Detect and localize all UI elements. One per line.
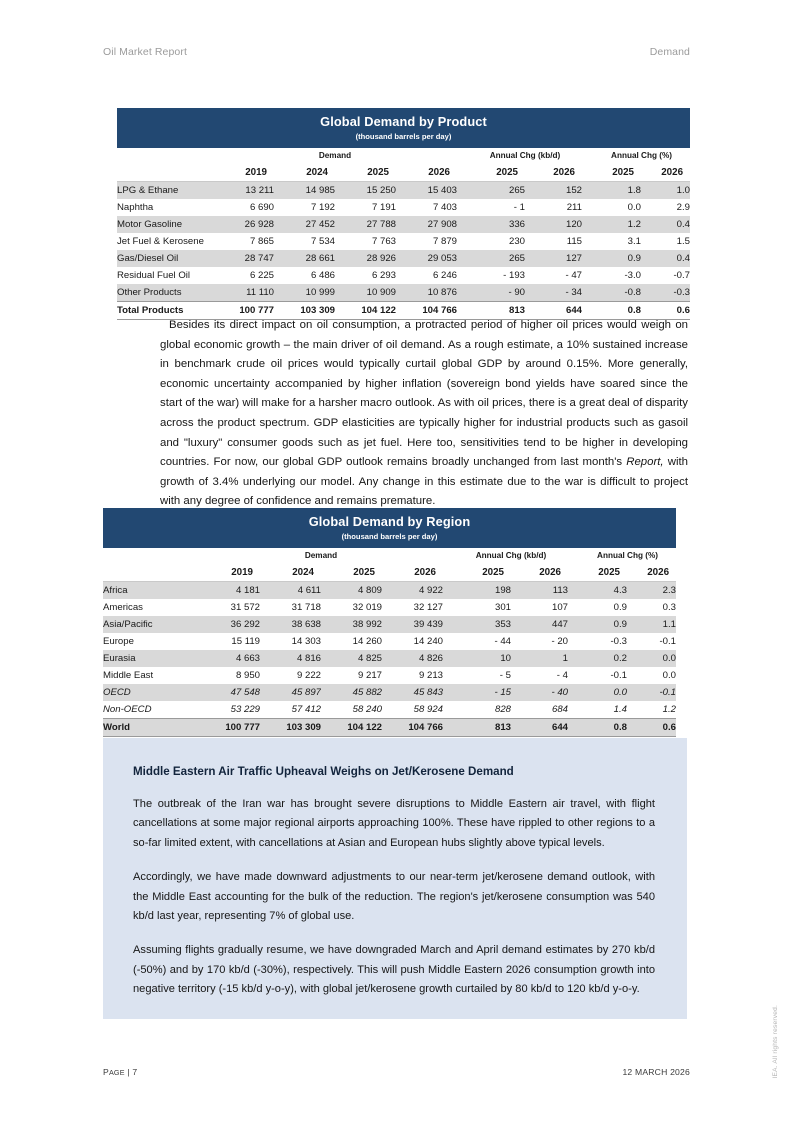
- cell: 0.8: [593, 302, 641, 320]
- row-label: Gas/Diesel Oil: [117, 250, 213, 267]
- running-header-right: Demand: [649, 46, 690, 58]
- cell: 13 211: [213, 182, 274, 200]
- spacer-cell: [457, 216, 468, 233]
- cell: 104 766: [396, 302, 457, 320]
- row-label: Other Products: [117, 284, 213, 302]
- callout-heading: Middle Eastern Air Traffic Upheaval Weighs on Jet/Kerosene Demand: [133, 765, 514, 778]
- cell: -3.0: [624, 270, 641, 281]
- cell: 45 897: [260, 684, 321, 701]
- cell: 100 777: [199, 719, 260, 737]
- cell: 104 122: [335, 302, 396, 320]
- cell: 1: [511, 650, 568, 667]
- spacer-cell: [568, 667, 579, 684]
- row-label: Americas: [103, 602, 143, 613]
- row-label: Motor Gasoline: [117, 216, 213, 233]
- table-row: [103, 616, 676, 633]
- cell: 115: [566, 236, 582, 247]
- spacer-cell: [582, 233, 593, 250]
- page-number: | 7: [127, 1067, 138, 1077]
- running-header-left: Oil Market Report: [103, 46, 187, 58]
- cell: 45 843: [382, 684, 443, 701]
- table-product-subtitle: (thousand barrels per day): [355, 132, 452, 141]
- table-product-group-header-row: [117, 148, 690, 164]
- cell: 4.3: [579, 582, 627, 600]
- table-product-grid: [117, 148, 690, 320]
- cell: 15 250: [335, 182, 396, 200]
- cell: 28 747: [213, 250, 274, 267]
- spacer-cell: [443, 633, 454, 650]
- table-row: [103, 582, 676, 600]
- group-header-annual-chg-pct: Annual Chg (%): [597, 551, 658, 560]
- spacer-cell: [568, 633, 579, 650]
- row-label: OECD: [103, 684, 199, 701]
- cell: 813: [468, 302, 525, 320]
- cell: - 4: [556, 670, 568, 681]
- table-region-body: [103, 582, 676, 737]
- cell: - 47: [565, 270, 582, 281]
- cell: 11 110: [213, 284, 274, 302]
- running-header: [103, 46, 690, 58]
- row-label: Eurasia: [103, 650, 199, 667]
- cell: -0.7: [673, 270, 691, 281]
- row-label: Non-OECD: [103, 704, 152, 715]
- table-subtotal-row-non-oecd: [103, 701, 676, 719]
- group-header-demand: Demand: [318, 151, 352, 160]
- cell: 10 909: [335, 284, 396, 302]
- col-header-2025-demand: 2025: [335, 164, 396, 182]
- cell: 336: [468, 216, 525, 233]
- spacer-cell: [443, 684, 454, 701]
- spacer-cell: [568, 650, 579, 667]
- cell: 27 788: [335, 216, 396, 233]
- table-region-year-header-row: [103, 564, 676, 582]
- col-header-2026-demand: 2026: [396, 164, 457, 182]
- col-header-2024: 2024: [274, 164, 335, 182]
- cell: 32 019: [352, 602, 382, 613]
- cell: 813: [454, 719, 511, 737]
- cell: 0.0: [579, 684, 627, 701]
- cell: 447: [511, 616, 568, 633]
- table-region-title-bar: [103, 508, 676, 548]
- cell: 4 181: [199, 582, 260, 600]
- spacer-cell: [582, 164, 593, 182]
- cell: 27 908: [396, 216, 457, 233]
- cell: 7 191: [371, 202, 396, 213]
- cell: 0.0: [627, 202, 641, 213]
- col-header-2025-demand: 2025: [321, 564, 382, 582]
- cell: 6 293: [371, 270, 396, 281]
- table-row: [103, 599, 676, 616]
- col-header-2026-chg-pct: 2026: [627, 564, 676, 582]
- cell: 58 924: [413, 704, 443, 715]
- cell: 4 922: [382, 582, 443, 600]
- spacer-cell: [457, 250, 468, 267]
- col-header-2025-chg-pct: 2025: [593, 164, 641, 182]
- row-label: Africa: [103, 582, 199, 600]
- cell: 4 663: [199, 650, 260, 667]
- cell: 1.8: [593, 182, 641, 200]
- spacer-cell: [443, 564, 454, 582]
- page-footer: [103, 1067, 690, 1077]
- spacer-cell: [582, 182, 593, 200]
- cell: - 44: [494, 636, 511, 647]
- table-region-subtitle: (thousand barrels per day): [341, 532, 438, 541]
- spacer-cell: [457, 148, 468, 164]
- cell: -0.3: [610, 636, 627, 647]
- spacer-cell: [568, 599, 579, 616]
- cell: 301: [494, 602, 511, 613]
- cell: 113: [511, 582, 568, 600]
- cell: 1.2: [593, 216, 641, 233]
- cell: 14 985: [274, 182, 335, 200]
- cell: 28 661: [274, 250, 335, 267]
- cell: 265: [468, 182, 525, 200]
- cell: 7 879: [432, 236, 457, 247]
- cell: 9 217: [357, 670, 382, 681]
- cell: 1.2: [662, 704, 677, 715]
- cell: 828: [494, 704, 511, 715]
- spacer-cell: [457, 233, 468, 250]
- row-label: Residual Fuel Oil: [117, 270, 191, 281]
- cell: 32 127: [413, 602, 443, 613]
- table-total-row: [103, 719, 676, 737]
- spacer-cell: [443, 719, 454, 737]
- spacer-cell: [457, 164, 468, 182]
- cell: 1.0: [641, 182, 690, 200]
- cell: 127: [525, 250, 582, 267]
- cell: 0.3: [662, 602, 677, 613]
- cell: 0.4: [641, 216, 690, 233]
- cell: 684: [551, 704, 568, 715]
- cell: 15 403: [396, 182, 457, 200]
- cell: 7 865: [249, 236, 274, 247]
- spacer-cell: [568, 701, 579, 719]
- cell: 29 053: [396, 250, 457, 267]
- spacer-cell: [443, 650, 454, 667]
- cell: 0.6: [641, 302, 690, 320]
- col-header-2025-chg-pct: 2025: [579, 564, 627, 582]
- cell: 7 403: [432, 202, 457, 213]
- cell: 27 452: [274, 216, 335, 233]
- cell: 100 777: [213, 302, 274, 320]
- cell: - 40: [511, 684, 568, 701]
- cell: 7 763: [371, 236, 396, 247]
- col-header-2026-chg-kbd: 2026: [511, 564, 568, 582]
- table-global-demand-by-product: [117, 108, 690, 320]
- table-row: [117, 284, 690, 302]
- cell: -0.1: [659, 636, 677, 647]
- cell: 211: [566, 202, 582, 213]
- cell: 152: [525, 182, 582, 200]
- row-label: Naphtha: [117, 202, 154, 213]
- table-product-title: Global Demand by Product: [320, 114, 487, 129]
- cell: 0.2: [579, 650, 627, 667]
- cell: 265: [468, 250, 525, 267]
- table-row: [117, 233, 690, 250]
- cell: 6 690: [249, 202, 274, 213]
- cell: 38 638: [260, 616, 321, 633]
- cell: 104 766: [382, 719, 443, 737]
- cell: 0.9: [613, 602, 627, 613]
- spacer-cell: [457, 182, 468, 200]
- spacer-cell: [457, 199, 468, 216]
- cell: 1.1: [627, 616, 676, 633]
- cell: 2.9: [676, 202, 691, 213]
- col-header-blank: [103, 564, 199, 582]
- cell: 10 999: [274, 284, 335, 302]
- cell: 1.5: [676, 236, 691, 247]
- spacer-cell: [568, 564, 579, 582]
- cell: - 15: [454, 684, 511, 701]
- cell: 31 718: [291, 602, 321, 613]
- cell: 2.3: [627, 582, 676, 600]
- cell: 38 992: [321, 616, 382, 633]
- main-paragraph: [160, 316, 688, 512]
- cell: - 20: [551, 636, 568, 647]
- table-product-year-header-row: [117, 164, 690, 182]
- cell: 4 816: [260, 650, 321, 667]
- cell: 230: [508, 236, 525, 247]
- callout-paragraph-3: Assuming flights gradually resume, we have downgraded March and April demand estimates by 270 kb/d (-50%) and by 170 kb/d (-30%), respectively. This will push Middle Eastern 2026 consumption growth into negative territory (-15 kb/d y-o-y), with global jet/kerosene growth curtailed by 80 kb/d to 120 kb/d y-o-y.: [133, 944, 655, 996]
- spacer-cell: [103, 548, 199, 564]
- cell: 9 213: [418, 670, 443, 681]
- cell: 9 222: [296, 670, 321, 681]
- cell: 8 950: [235, 670, 260, 681]
- callout-paragraph-2: Accordingly, we have made downward adjustments to our near-term jet/kerosene demand outlook, with the Middle East accounting for the bulk of the reduction. The region's jet/kerosene consumption was 540 kb/d last year, representing 7% of global use.: [133, 871, 655, 923]
- table-row: [103, 667, 676, 684]
- row-label: LPG & Ethane: [117, 182, 213, 200]
- cell: - 193: [503, 270, 525, 281]
- cell: 107: [551, 602, 568, 613]
- cell: 28 926: [335, 250, 396, 267]
- row-label: Asia/Pacific: [103, 616, 199, 633]
- row-label: World: [103, 719, 199, 737]
- cell: 4 826: [382, 650, 443, 667]
- cell: 644: [511, 719, 568, 737]
- cell: 10 876: [396, 284, 457, 302]
- col-header-2024: 2024: [260, 564, 321, 582]
- cell: 0.0: [662, 670, 677, 681]
- main-paragraph-block: [160, 316, 688, 512]
- cell: 45 882: [321, 684, 382, 701]
- paragraph-part-b: with growth of 3.4% underlying our model. Any change in this estimate due to the war is difficult to project with any degree of confidence and remains premature.: [160, 456, 689, 508]
- cell: 4 825: [321, 650, 382, 667]
- cell: 198: [454, 582, 511, 600]
- cell: 0.9: [593, 250, 641, 267]
- cell: 6 486: [310, 270, 335, 281]
- table-row: [117, 182, 690, 200]
- table-row: [103, 633, 676, 650]
- cell: -0.3: [641, 284, 690, 302]
- cell: 103 309: [260, 719, 321, 737]
- cell: 120: [525, 216, 582, 233]
- cell: 47 548: [199, 684, 260, 701]
- cell: 15 119: [231, 636, 260, 647]
- row-label: Jet Fuel & Kerosene: [117, 236, 204, 247]
- cell: 26 928: [213, 216, 274, 233]
- col-header-2019: 2019: [213, 164, 274, 182]
- table-row: [117, 250, 690, 267]
- spacer-cell: [117, 148, 213, 164]
- col-header-2025-chg-kbd: 2025: [468, 164, 525, 182]
- copyright-vertical-text: IEA. All rights reserved.: [772, 1005, 779, 1079]
- col-header-2026-chg-pct: 2026: [641, 164, 690, 182]
- spacer-cell: [582, 216, 593, 233]
- callout-box-jet-kerosene: [103, 738, 687, 1019]
- spacer-cell: [582, 267, 593, 284]
- row-label: Total Products: [117, 302, 213, 320]
- cell: 36 292: [199, 616, 260, 633]
- cell: - 5: [499, 670, 511, 681]
- spacer-cell: [582, 148, 593, 164]
- page-label-smallcaps: AGE: [108, 1068, 125, 1077]
- cell: 6 246: [432, 270, 457, 281]
- cell: 7 192: [310, 202, 335, 213]
- report-date: 12 MARCH 2026: [622, 1067, 690, 1077]
- spacer-cell: [457, 284, 468, 302]
- cell: 0.9: [579, 616, 627, 633]
- cell: 0.8: [579, 719, 627, 737]
- cell: - 34: [525, 284, 582, 302]
- cell: 0.6: [627, 719, 676, 737]
- cell: 53 229: [230, 704, 260, 715]
- table-row: [117, 216, 690, 233]
- spacer-cell: [568, 582, 579, 600]
- cell: 4 809: [321, 582, 382, 600]
- spacer-cell: [568, 616, 579, 633]
- col-header-2026-chg-kbd: 2026: [525, 164, 582, 182]
- spacer-cell: [443, 616, 454, 633]
- page-number-label: PAGE | 7: [103, 1067, 138, 1077]
- cell: 14 260: [352, 636, 382, 647]
- table-global-demand-by-region: [103, 508, 676, 737]
- table-subtotal-row-oecd: [103, 684, 676, 701]
- cell: 104 122: [321, 719, 382, 737]
- spacer-cell: [582, 284, 593, 302]
- table-product-body: [117, 182, 690, 320]
- cell: 14 303: [291, 636, 321, 647]
- cell: 0.4: [641, 250, 690, 267]
- cell: 644: [525, 302, 582, 320]
- spacer-cell: [443, 667, 454, 684]
- paragraph-part-a: Besides its direct impact on oil consumption, a protracted period of higher oil prices would weigh on global economic growth – the main driver of oil demand. As a rough estimate, a 10% sustained increase in benchmark crude oil prices would typically curtail global GDP by around 0.15%. More generally, economic uncertainty accompanied by higher inflation (sovereign bond yields have soared since the start of the war) will make for a harsher macro outlook. As with oil prices, there is a great deal of disparity across the product spectrum. GDP elasticities are typically higher for industrial products such as gasoil and "luxury" consumer goods such as jet fuel. Here too, sensitivities tend to be higher in developing countries. For now, our global GDP outlook remains broadly unchanged from last month's: [160, 319, 688, 469]
- table-region-title: Global Demand by Region: [308, 514, 471, 529]
- table-region-group-header-row: [103, 548, 676, 564]
- table-row: [103, 650, 676, 667]
- cell: - 1: [513, 202, 525, 213]
- cell: 1.4: [613, 704, 627, 715]
- spacer-cell: [443, 548, 454, 564]
- spacer-cell: [443, 599, 454, 616]
- cell: 39 439: [382, 616, 443, 633]
- spacer-cell: [568, 548, 579, 564]
- col-header-blank: [117, 164, 213, 182]
- cell: - 90: [468, 284, 525, 302]
- cell: 4 611: [260, 582, 321, 600]
- group-header-annual-chg-kbd: Annual Chg (kb/d): [489, 151, 561, 160]
- table-product-title-bar: [117, 108, 690, 148]
- cell: 7 534: [310, 236, 335, 247]
- callout-paragraph-1: The outbreak of the Iran war has brought severe disruptions to Middle Eastern air travel, with flight cancellations at some major regional airports approaching 100%. These have rippled to other regions to a so-far limited extent, with cancellations at Asian and European hubs slightly above typical levels.: [133, 798, 655, 849]
- table-row: [117, 267, 690, 284]
- row-label: Europe: [103, 636, 134, 647]
- col-header-2026-demand: 2026: [382, 564, 443, 582]
- spacer-cell: [457, 267, 468, 284]
- cell: 10: [454, 650, 511, 667]
- group-header-annual-chg-kbd: Annual Chg (kb/d): [475, 551, 547, 560]
- cell: 57 412: [291, 704, 321, 715]
- cell: 0.0: [627, 650, 676, 667]
- cell: 353: [454, 616, 511, 633]
- spacer-cell: [568, 684, 579, 701]
- paragraph-italic-report: Report,: [626, 456, 664, 469]
- spacer-cell: [582, 199, 593, 216]
- cell: 31 572: [230, 602, 260, 613]
- cell: 103 309: [274, 302, 335, 320]
- col-header-2025-chg-kbd: 2025: [454, 564, 511, 582]
- cell: 14 240: [413, 636, 443, 647]
- col-header-2019: 2019: [199, 564, 260, 582]
- cell: -0.8: [593, 284, 641, 302]
- cell: 3.1: [627, 236, 641, 247]
- cell: 6 225: [249, 270, 274, 281]
- table-region-grid: [103, 548, 676, 737]
- cell: 58 240: [352, 704, 382, 715]
- cell: -0.1: [627, 684, 676, 701]
- spacer-cell: [568, 719, 579, 737]
- spacer-cell: [443, 582, 454, 600]
- spacer-cell: [582, 250, 593, 267]
- group-header-demand: Demand: [304, 551, 338, 560]
- group-header-annual-chg-pct: Annual Chg (%): [611, 151, 672, 160]
- cell: -0.1: [610, 670, 627, 681]
- table-row: [117, 199, 690, 216]
- spacer-cell: [443, 701, 454, 719]
- row-label: Middle East: [103, 670, 154, 681]
